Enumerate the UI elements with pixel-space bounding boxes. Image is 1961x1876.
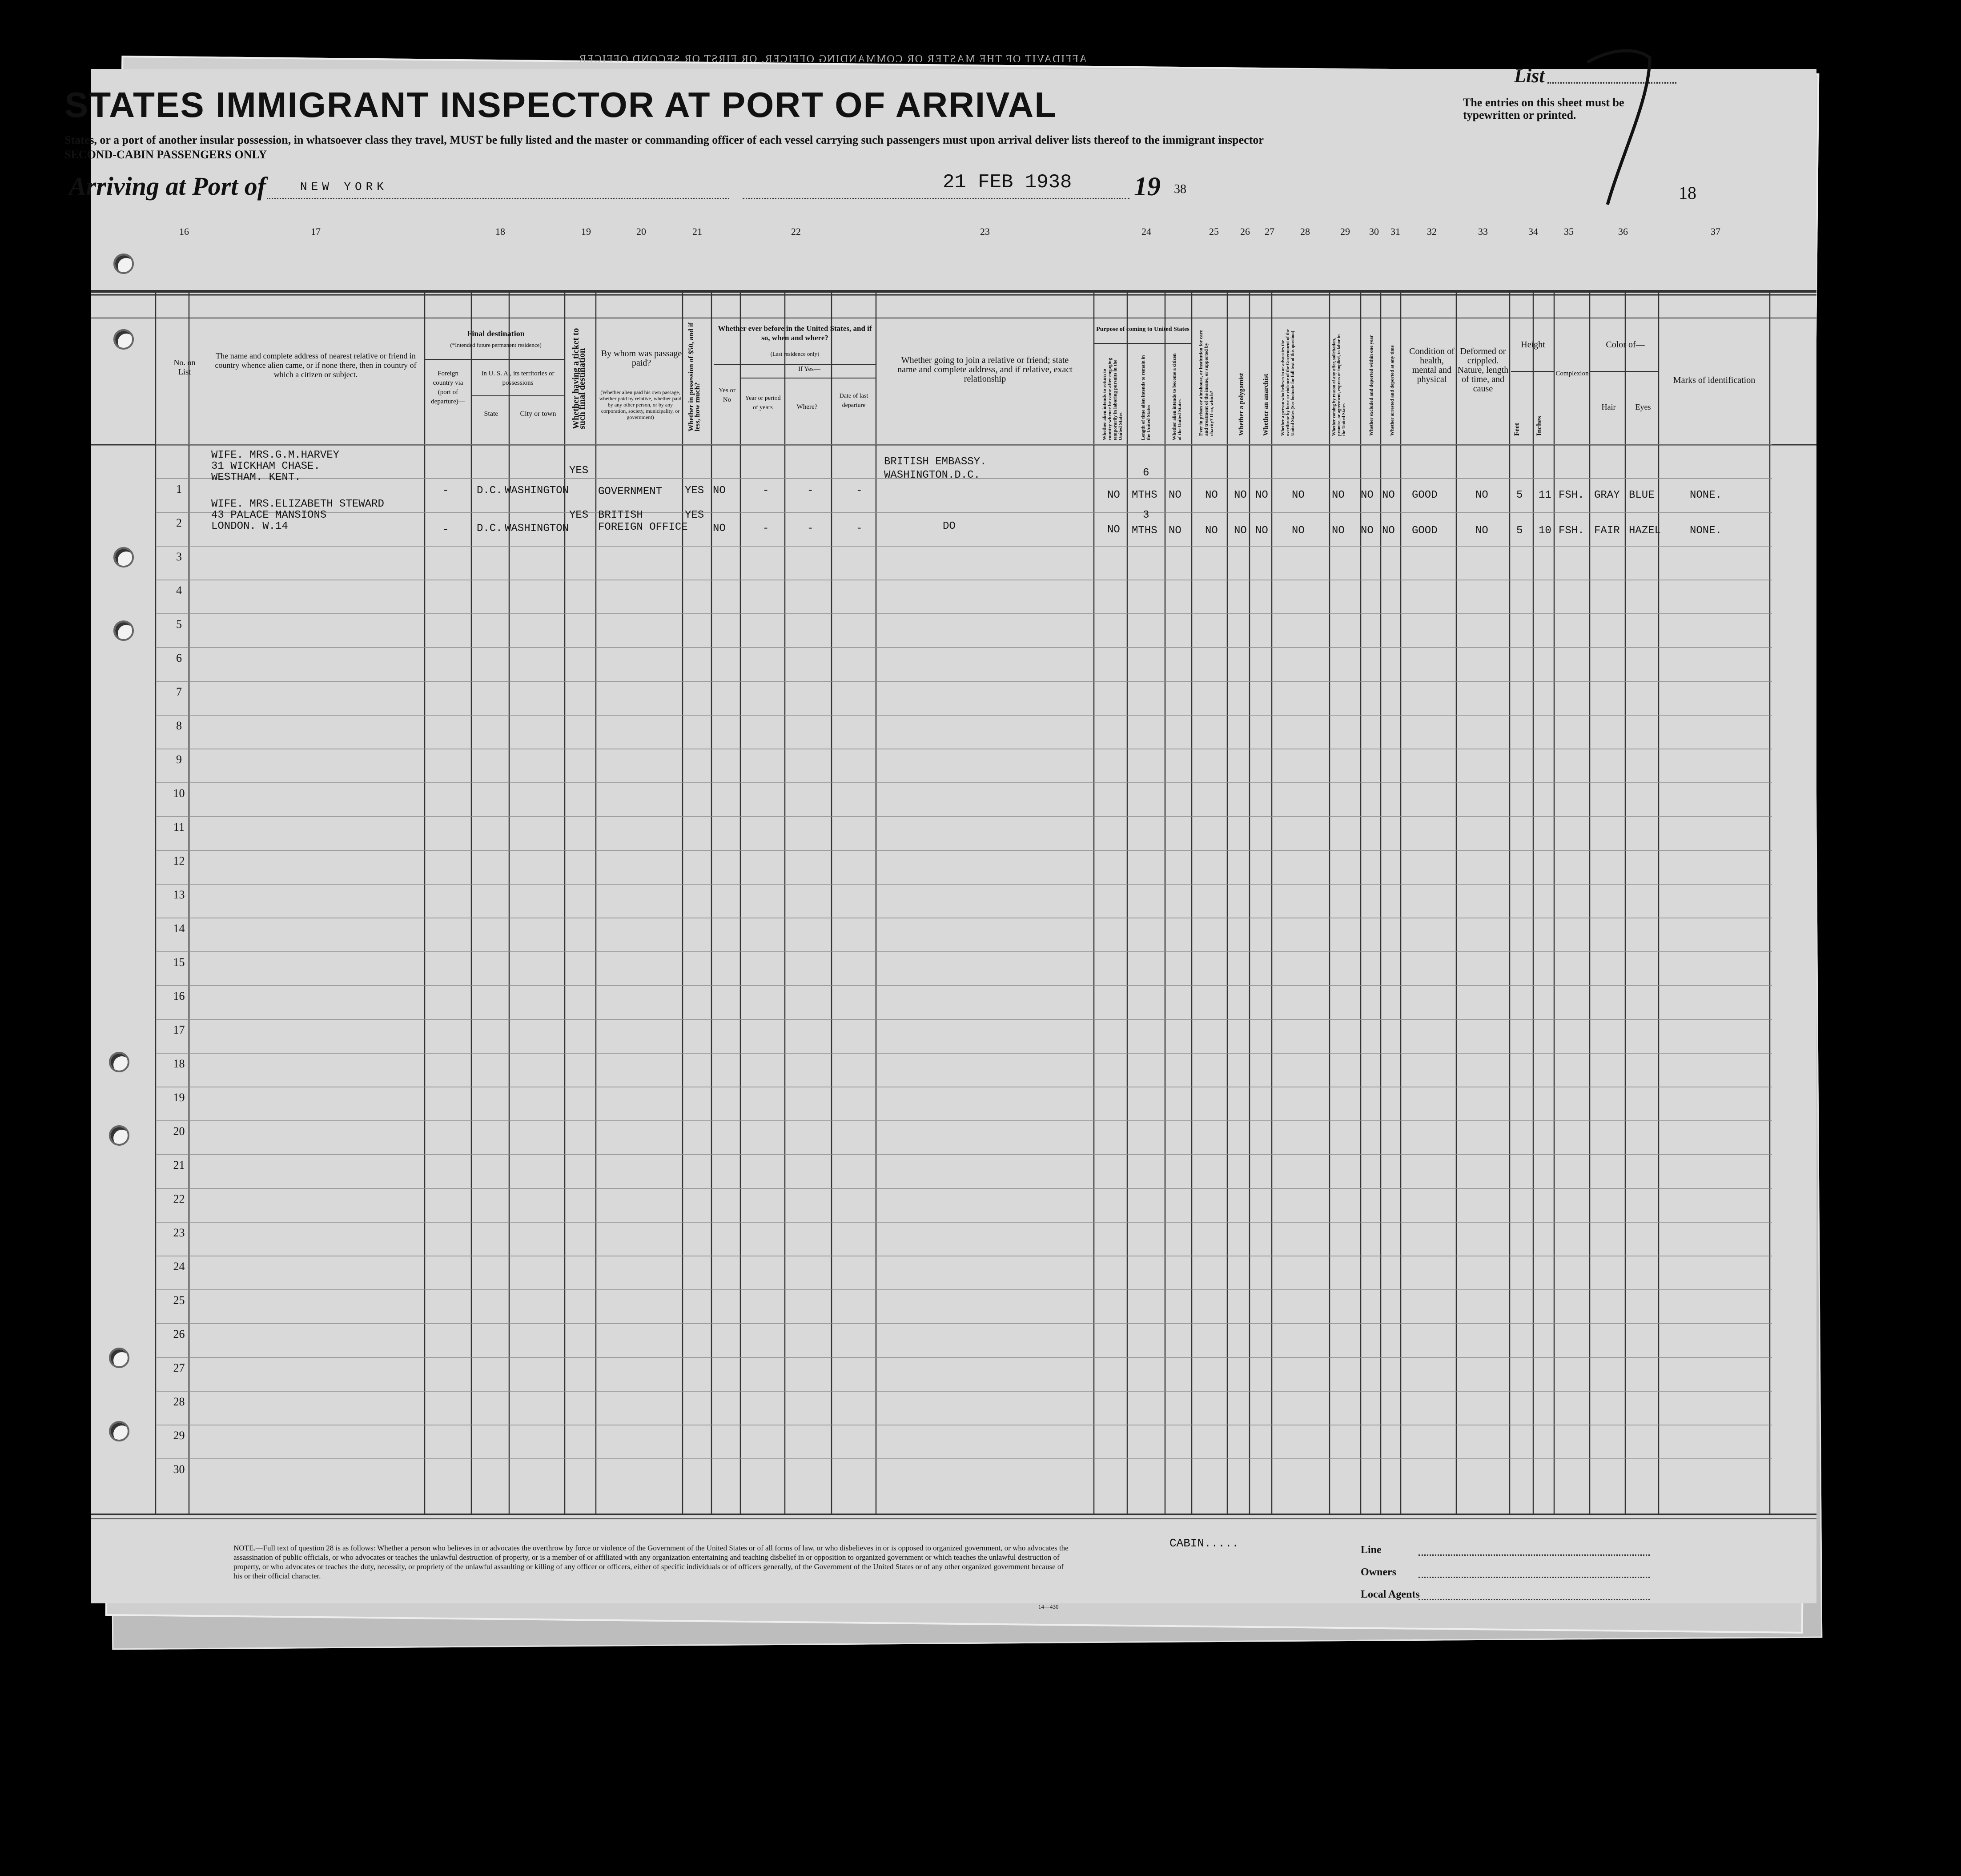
- passenger-1-prison: NO: [1205, 489, 1218, 501]
- passenger-1-q29: NO: [1332, 489, 1345, 501]
- passenger-1-city: WASHINGTON: [505, 485, 569, 497]
- header-by-whom-paid: By whom was passage paid?: [601, 349, 682, 368]
- column-number: 27: [1265, 226, 1274, 237]
- footnote-question-28: NOTE.—Full text of question 28 is as follows: Whether a person who believes in or advocates the overthrow by force or violence of the Government of the United States or of all forms of law, or who disbelieves in or is opposed to organized government, or who advocates the assassination of public officials, or who advocates or teaches the unlawful destruction of property, or is a member of or affiliated with any organization entertaining and teaching disbelief in or opposition to organized government or which teaches the unlawful destruction of property, or who advocates or teaches the duty, necessity, or propriety of the unlawful assaulting or killing of any officer or officers, either of specific individuals or of officers generally, of the Government of the United States or of any other organized government because of his or their official character.: [233, 1544, 1069, 1580]
- header-complexion: Complexion: [1555, 370, 1589, 377]
- passenger-2-foreign-country: -: [442, 524, 449, 536]
- list-label: List: [1514, 65, 1545, 87]
- faint-mirrored-text: AFFIDAVIT OF THE MASTER OR COMMANDING OFFICER, OR FIRST OR SECOND OFFICER: [578, 53, 1087, 65]
- header-last-residence: (Last residence only): [770, 350, 820, 357]
- column-number: 34: [1528, 226, 1538, 237]
- passenger-1-anarchist: NO: [1255, 489, 1268, 501]
- row-number: 8: [176, 719, 182, 732]
- column-number: 33: [1478, 226, 1488, 237]
- header-purpose: Purpose of coming to United States: [1096, 326, 1189, 333]
- header-foreign-country: Foreign country via (port of departure)—: [431, 370, 465, 405]
- passenger-2-city: WASHINGTON: [505, 523, 569, 535]
- header-city: City or town: [520, 410, 556, 418]
- sheet-number: 18: [1679, 183, 1696, 203]
- date-stamp: 21 FEB 1938: [943, 171, 1072, 193]
- passenger-1-q28: NO: [1292, 489, 1305, 501]
- row-number: 21: [173, 1159, 185, 1171]
- column-number: 24: [1141, 226, 1151, 237]
- row-number: 30: [173, 1463, 185, 1476]
- column-number: 28: [1300, 226, 1310, 237]
- column-number: 19: [581, 226, 591, 237]
- passenger-2-relative-town: LONDON. W.14: [211, 520, 288, 532]
- passenger-1-q31: NO: [1382, 489, 1395, 501]
- entries-instruction: The entries on this sheet must be typewritten or printed.: [1463, 96, 1624, 121]
- row-number: 11: [173, 821, 185, 833]
- passenger-2-relative-street: 43 PALACE MANSIONS: [211, 509, 327, 521]
- passenger-1-relative-name: WIFE. MRS.G.M.HARVEY: [211, 449, 340, 461]
- column-number: 32: [1427, 226, 1437, 237]
- column-number: 20: [636, 226, 646, 237]
- header-height: Height: [1521, 340, 1545, 350]
- header-condition: Condition of health, mental and physical: [1409, 346, 1455, 384]
- passenger-2-polygamist: NO: [1234, 525, 1247, 537]
- row-number: 28: [173, 1395, 185, 1408]
- passenger-2-state: D.C.: [477, 523, 502, 535]
- local-agents-label: Local Agents: [1361, 1589, 1420, 1600]
- passenger-2-ticket: YES: [569, 509, 589, 521]
- header-state: State: [484, 410, 498, 418]
- passenger-1-length-unit: MTHS: [1132, 489, 1157, 501]
- local-agents-field: [1419, 1599, 1650, 1600]
- passenger-1-year-period: -: [763, 485, 769, 497]
- column-number: 37: [1711, 226, 1720, 237]
- passenger-1-relative-town: WESTHAM. KENT.: [211, 471, 301, 483]
- passenger-1-q30: NO: [1361, 489, 1374, 501]
- header-q31: Whether arrested and deported at any time: [1390, 345, 1395, 436]
- passenger-1-fifty: YES: [685, 485, 704, 497]
- passenger-1-relative-street: 31 WICKHAM CHASE.: [211, 460, 320, 472]
- header-q30: Whether excluded and deported within one year: [1369, 335, 1374, 436]
- class-label: SECOND-CABIN PASSENGERS ONLY: [64, 148, 267, 161]
- arriving-label: Arriving at Port of: [69, 172, 266, 201]
- row-number: 25: [173, 1294, 185, 1307]
- passenger-2-prison: NO: [1205, 525, 1218, 537]
- passenger-1-eyes: BLUE: [1629, 489, 1655, 501]
- header-eyes: Eyes: [1635, 403, 1651, 411]
- passenger-1-feet: 5: [1516, 489, 1523, 501]
- passenger-2-paid-by: BRITISH: [598, 509, 643, 521]
- passenger-2-feet: 5: [1516, 525, 1523, 537]
- header-fifty-dollars: Whether in possession of $50, and if less, how much?: [687, 322, 701, 431]
- header-ticket: Whether having a ticket to such final destination: [571, 328, 587, 429]
- header-purpose-return: Whether alien intends to return to country whence he came after engaging temporarily in laboring pursuits in the United States: [1102, 358, 1123, 440]
- line-field: [1419, 1554, 1650, 1556]
- passenger-2-relative-name: WIFE. MRS.ELIZABETH STEWARD: [211, 498, 384, 510]
- header-where: Where?: [796, 403, 818, 411]
- header-marks: Marks of identification: [1673, 375, 1756, 385]
- header-by-whom-paid-note: (Whether alien paid his own passage, whether paid by relative, whether paid by any other person, or by any corporation, society, municipality, or government): [599, 389, 682, 420]
- passenger-2-q30: NO: [1361, 525, 1374, 537]
- header-final-destination: Final destination: [467, 329, 525, 338]
- column-number: 29: [1340, 226, 1350, 237]
- column-number: 18: [495, 226, 505, 237]
- port-value: NEW YORK: [300, 180, 388, 193]
- cabin-label: CABIN.....: [1169, 1537, 1239, 1550]
- header-hair: Hair: [1601, 403, 1616, 411]
- row-number: 27: [173, 1361, 185, 1374]
- passenger-2-date-departure: -: [856, 523, 863, 535]
- passenger-1-citizen: NO: [1169, 489, 1181, 501]
- row-number: 12: [173, 854, 185, 867]
- row-number: 2: [176, 516, 182, 529]
- passenger-1-complexion: FSH.: [1559, 489, 1584, 501]
- header-polygamist: Whether a polygamist: [1238, 373, 1245, 436]
- column-number: 26: [1240, 226, 1250, 237]
- line-label: Line: [1361, 1544, 1382, 1556]
- passenger-1-foreign-country: -: [442, 485, 449, 497]
- passenger-2-ever-before: NO: [713, 523, 726, 535]
- passenger-2-hair: FAIR: [1594, 525, 1620, 537]
- row-number: 3: [176, 550, 182, 563]
- passenger-2-anarchist: NO: [1255, 525, 1268, 537]
- header-final-destination-note: (*Intended future permanent residence): [450, 342, 542, 348]
- row-number: 19: [173, 1091, 185, 1104]
- page-title: STATES IMMIGRANT INSPECTOR AT PORT OF ARRIVAL: [64, 85, 1057, 125]
- row-number: 15: [173, 956, 185, 969]
- passenger-2-eyes: HAZEL: [1629, 525, 1661, 537]
- passenger-2-where: -: [807, 523, 814, 535]
- row-number: 20: [173, 1125, 185, 1138]
- passenger-2-length-num: 3: [1143, 509, 1149, 521]
- column-number: 31: [1390, 226, 1400, 237]
- header-ever-before: Whether ever before in the United States, and if so, when and where?: [718, 324, 872, 342]
- header-feet: Feet: [1513, 423, 1521, 436]
- column-number: 17: [311, 226, 321, 237]
- row-number: 1: [176, 483, 182, 495]
- row-number: 22: [173, 1192, 185, 1205]
- passenger-1-join-address: WASHINGTON.D.C.: [884, 469, 980, 481]
- passenger-1-return: NO: [1107, 489, 1120, 501]
- passenger-1-join-name: BRITISH EMBASSY.: [884, 456, 987, 468]
- header-relative-address: The name and complete address of nearest relative or friend in country whence alien came, or if none there, then in country of which a citizen or subject.: [215, 351, 417, 379]
- header-no-on-list: No. on List: [173, 358, 196, 376]
- passenger-1-date-departure: -: [856, 485, 863, 497]
- passenger-2-return: NO: [1107, 524, 1120, 536]
- subtitle-line: States, or a port of another insular possession, in whatsoever class they travel, MUST be fully listed and the master or commanding officer of each vessel carrying such passengers must upon arrival deliver lists thereof to the immigrant inspector: [64, 133, 1264, 146]
- row-number: 23: [173, 1226, 185, 1239]
- header-anarchist: Whether an anarchist: [1262, 374, 1270, 436]
- year-prefix: 19: [1134, 172, 1161, 201]
- header-prison: Ever in prison or almshouse, or institution for care and treatment of the insane, or supported by charity? If so, which?: [1198, 330, 1214, 436]
- passenger-1-deformed: NO: [1475, 489, 1488, 501]
- passenger-2-complexion: FSH.: [1559, 525, 1584, 537]
- header-purpose-length: Length of time alien intends to remain in the United States: [1141, 355, 1151, 440]
- owners-field: [1419, 1577, 1650, 1578]
- passenger-2-q31: NO: [1382, 525, 1395, 537]
- passenger-1-hair: GRAY: [1594, 489, 1620, 501]
- passenger-1-paid-by: GOVERNMENT: [598, 486, 663, 498]
- header-deformed: Deformed or crippled. Nature, length of time, and cause: [1457, 346, 1509, 394]
- header-in-usa: In U. S. A., its territories or possessions: [481, 370, 555, 386]
- year-suffix: 38: [1174, 182, 1186, 196]
- header-q29: Whether coming by reason of any offer, solicitation, promise, or agreement, express or implied, to labor in the United States: [1332, 334, 1346, 436]
- header-year-period: Year or period of years: [745, 395, 781, 411]
- column-number: 35: [1564, 226, 1574, 237]
- column-number: 21: [692, 226, 702, 237]
- form-number: 14—430: [1038, 1603, 1059, 1610]
- passenger-1-health: GOOD: [1412, 489, 1438, 501]
- row-number: 13: [173, 888, 185, 901]
- passenger-1-length-num: 6: [1143, 467, 1149, 479]
- row-number: 7: [176, 685, 182, 698]
- row-number: 5: [176, 618, 182, 631]
- passenger-2-length-unit: MTHS: [1132, 525, 1157, 537]
- column-number: 16: [179, 226, 189, 237]
- header-purpose-citizen: Whether alien intends to become a citizen of the United States: [1172, 353, 1182, 440]
- passenger-2-health: GOOD: [1412, 525, 1438, 537]
- row-number: 10: [173, 787, 185, 800]
- row-number: 26: [173, 1328, 185, 1341]
- row-number: 17: [173, 1023, 185, 1036]
- column-number: 30: [1369, 226, 1379, 237]
- row-number: 6: [176, 652, 182, 664]
- passenger-2-q29: NO: [1332, 525, 1345, 537]
- passenger-2-marks: NONE.: [1690, 525, 1722, 537]
- passenger-2-q28: NO: [1292, 525, 1305, 537]
- passenger-2-paid-by-cont: FOREIGN OFFICE: [598, 521, 688, 533]
- passenger-2-join: DO: [943, 520, 956, 532]
- column-number: 25: [1209, 226, 1219, 237]
- row-number: 24: [173, 1260, 185, 1273]
- passenger-2-citizen: NO: [1169, 525, 1181, 537]
- passenger-1-polygamist: NO: [1234, 489, 1247, 501]
- owners-label: Owners: [1361, 1566, 1396, 1578]
- passenger-2-inches: 10: [1539, 525, 1551, 537]
- passenger-1-marks: NONE.: [1690, 489, 1722, 501]
- row-number: 14: [173, 922, 185, 935]
- passenger-1-inches: 11: [1539, 489, 1551, 501]
- passenger-2-deformed: NO: [1475, 525, 1488, 537]
- header-if-yes: If Yes—: [798, 366, 820, 373]
- row-number: 18: [173, 1057, 185, 1070]
- passenger-1-ever-before: NO: [713, 485, 726, 497]
- passenger-1-ticket: YES: [569, 465, 589, 477]
- header-yes-or-no: Yes or No: [718, 387, 736, 403]
- passenger-2-fifty: YES: [685, 509, 704, 521]
- header-date-last-departure: Date of last departure: [839, 393, 868, 409]
- column-number: 23: [980, 226, 990, 237]
- passenger-1-state: D.C.: [477, 485, 502, 497]
- row-number: 29: [173, 1429, 185, 1442]
- header-q28: Whether a person who believes in or advocates the overthrow by force or violence of the Government of the United States (See footnote for full text of this question): [1281, 329, 1295, 436]
- row-number: 9: [176, 753, 182, 766]
- passenger-2-year-period: -: [763, 523, 769, 535]
- passenger-1-where: -: [807, 485, 814, 497]
- header-join-relative: Whether going to join a relative or friend; state name and complete address, and if relative, exact relationship: [897, 355, 1073, 384]
- column-number: 36: [1618, 226, 1628, 237]
- header-color-of: Color of—: [1606, 340, 1645, 350]
- row-number: 4: [176, 584, 182, 597]
- column-number: 22: [791, 226, 801, 237]
- row-number: 16: [173, 990, 185, 1002]
- header-inches: Inches: [1535, 416, 1543, 436]
